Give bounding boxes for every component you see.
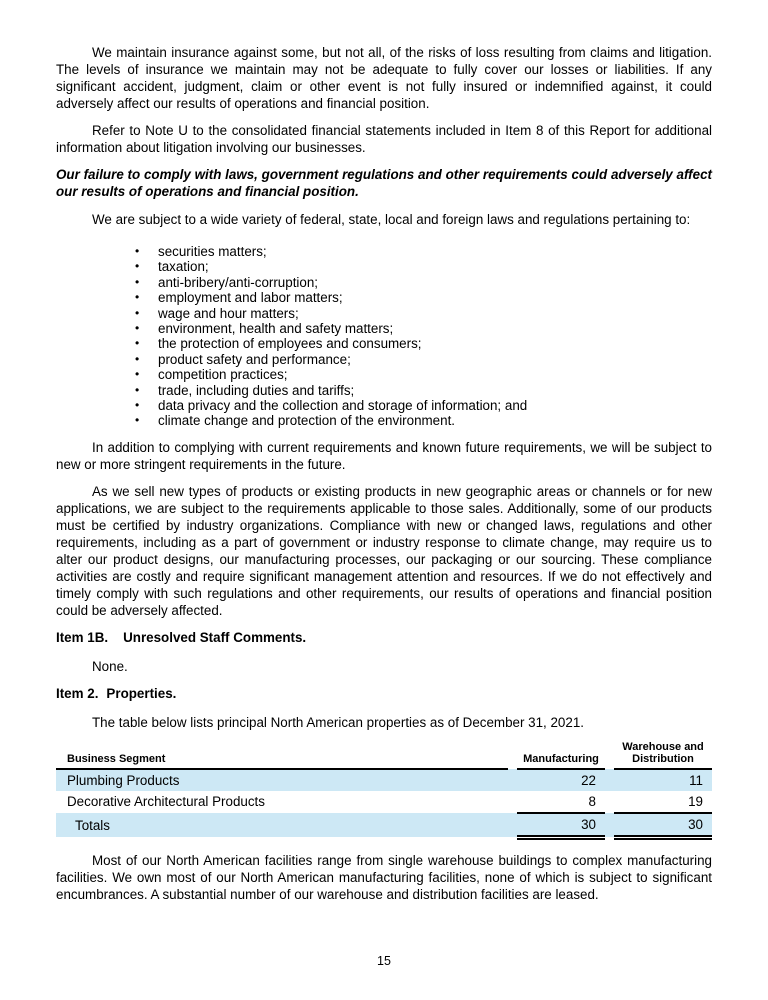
list-item-text: anti-bribery/anti-corruption; — [158, 274, 319, 290]
list-item — [135, 306, 712, 321]
item-2-title: Properties. — [106, 685, 177, 701]
gap-cell — [605, 813, 614, 838]
list-item — [135, 352, 712, 367]
laws-intro-paragraph: We are subject to a wide variety of federal, state, local and foreign laws and regulations pertaining to: — [92, 212, 691, 227]
table-row-totals — [56, 813, 712, 838]
table-intro-paragraph: The table below lists principal North American properties as of December 31, 2021. — [92, 714, 584, 730]
list-item — [135, 336, 712, 351]
risk-factor-heading: Our failure to comply with laws, government regulations and other requirements could adversely affect our results of operations and financial position. — [56, 167, 712, 199]
warehouse-cell: 11 — [614, 769, 712, 791]
note-u-paragraph: Refer to Note U to the consolidated financial statements included in Item 8 of this Report for additional information about litigation involving our businesses. — [56, 123, 712, 155]
in-addition-paragraph: In addition to complying with current requirements and known future requirements, we will be subject to new or more stringent requirements in the future. — [56, 439, 712, 472]
list-item — [135, 398, 712, 413]
list-item-text: the protection of employees and consumers; — [158, 336, 422, 352]
item-1b-label: Item 1B. — [56, 629, 109, 645]
table-header-row — [56, 741, 712, 769]
bullet-icon: • — [135, 290, 140, 305]
warehouse-cell: 30 — [614, 813, 712, 838]
laws-bullet-list — [56, 244, 712, 429]
list-item-text: trade, including duties and tariffs; — [158, 382, 355, 398]
list-item — [135, 290, 712, 305]
bullet-icon: • — [135, 305, 140, 320]
list-item-text: taxation; — [158, 259, 209, 275]
manufacturing-cell: 22 — [517, 769, 605, 791]
gap-cell — [508, 769, 517, 791]
item-2-heading — [56, 685, 712, 702]
list-item-text: securities matters; — [158, 244, 267, 259]
segment-cell: Decorative Architectural Products — [67, 794, 265, 810]
list-item-text: environment, health and safety matters; — [158, 321, 394, 337]
column-header-business-segment: Business Segment — [56, 741, 508, 769]
closing-paragraph: Most of our North American facilities range from single warehouse buildings to complex manufacturing facilities. We own most of our North American manufacturing facilities, none of which is subject to significant encumbrances. A substantial number of our warehouse and distribution facilities are leased. — [56, 852, 712, 902]
item-1b-heading — [56, 629, 712, 646]
list-item — [135, 413, 712, 428]
list-item-text: competition practices; — [158, 367, 288, 383]
list-item — [135, 259, 712, 274]
bullet-icon: • — [135, 336, 140, 351]
segment-cell: Totals — [56, 813, 508, 838]
page-number: 15 — [377, 954, 391, 968]
bullet-icon: • — [135, 244, 140, 258]
list-item — [135, 367, 712, 382]
list-item — [135, 275, 712, 290]
column-header-warehouse-distribution: Warehouse and Distribution — [614, 741, 712, 769]
bullet-icon: • — [135, 398, 140, 413]
list-item — [135, 321, 712, 336]
gap-cell — [508, 791, 517, 813]
list-item — [135, 383, 712, 398]
list-item-text: climate change and protection of the environment. — [158, 413, 456, 429]
new-products-paragraph: As we sell new types of products or existing products in new geographic areas or channels or for new applications, we are subject to the requirements applicable to those sales. Additionally, some of our products must be certified by industry organizations. Compliance with new or changed laws, regulations and other requirements, including as a part of government or industry response to climate change, may require us to alter our product designs, our manufacturing processes, our packaging or our sourcing. These compliance activities are costly and require significant management attention and resources. If we do not effectively and timely comply with such regulations and other requirements, our results of operations and financial position could be adversely affected. — [56, 483, 712, 618]
list-item-text: wage and hour matters; — [158, 305, 299, 321]
manufacturing-cell: 30 — [517, 813, 605, 838]
bullet-icon: • — [135, 351, 140, 366]
header-gap — [605, 741, 614, 769]
header-gap — [508, 741, 517, 769]
item-1b-body: None. — [92, 658, 128, 674]
properties-table — [56, 741, 712, 840]
column-header-manufacturing: Manufacturing — [517, 741, 605, 769]
gap-cell — [605, 769, 614, 791]
list-item — [135, 244, 712, 259]
item-2-label: Item 2. — [56, 685, 99, 701]
table-row — [56, 769, 712, 791]
warehouse-cell: 19 — [614, 791, 712, 813]
gap-cell — [605, 791, 614, 813]
gap-cell — [508, 813, 517, 838]
bullet-icon: • — [135, 321, 140, 336]
bullet-icon: • — [135, 274, 140, 289]
manufacturing-cell: 8 — [517, 791, 605, 813]
table-row — [56, 791, 712, 813]
list-item-text: product safety and performance; — [158, 351, 351, 367]
list-item-text: data privacy and the collection and storage of information; and — [158, 398, 528, 414]
list-item-text: employment and labor matters; — [158, 290, 343, 306]
bullet-icon: • — [135, 382, 140, 397]
insurance-paragraph: We maintain insurance against some, but not all, of the risks of loss resulting from claims and litigation. The levels of insurance we maintain may not be adequate to fully cover our losses or liabilities. If any significant accident, judgment, claim or other event is not fully insured or indemnified against, it could adversely affect our results of operations and financial position. — [56, 45, 712, 111]
segment-cell: Plumbing Products — [56, 769, 508, 791]
bullet-icon: • — [135, 413, 140, 428]
bullet-icon: • — [135, 367, 140, 382]
item-1b-title: Unresolved Staff Comments. — [123, 629, 307, 645]
bullet-icon: • — [135, 259, 140, 274]
